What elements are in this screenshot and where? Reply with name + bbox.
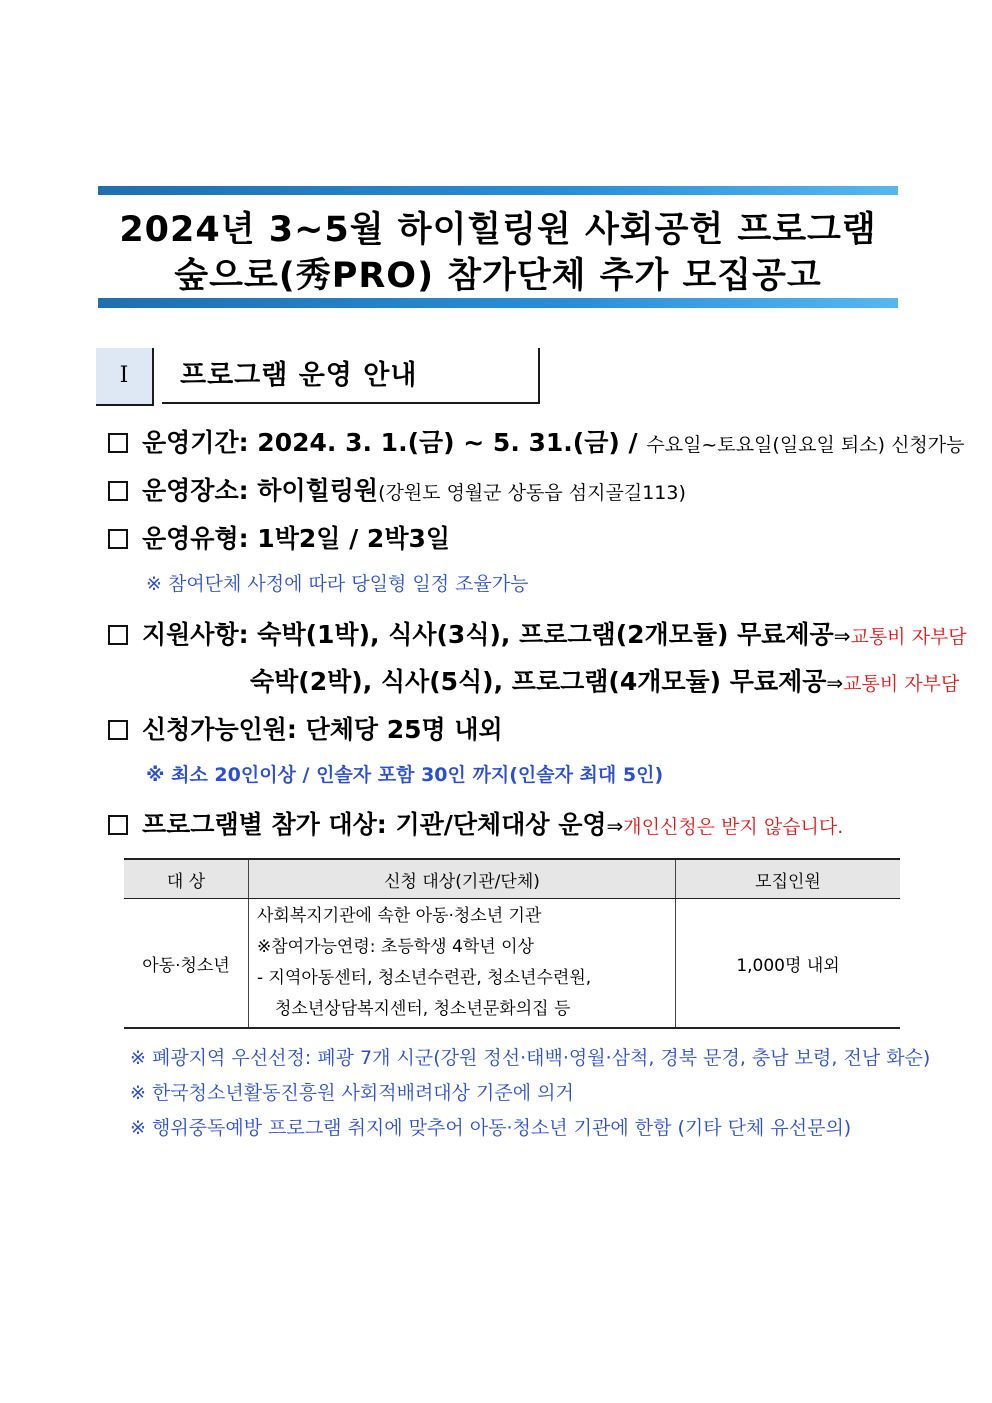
section-title: 프로그램 운영 안내 bbox=[162, 348, 540, 404]
place-label: 운영장소: 하이힐링원 bbox=[142, 476, 379, 505]
section-number: Ⅰ bbox=[96, 348, 154, 406]
table-header: 신청 대상(기관/단체) bbox=[249, 859, 676, 899]
detail-line: 청소년상담복지센터, 청소년문화의집 등 bbox=[275, 999, 571, 1019]
item-support bbox=[108, 615, 967, 651]
support-note-2: 교통비 자부담 bbox=[843, 673, 960, 695]
title-line-2: 숲으로(秀PRO) 참가단체 추가 모집공고 bbox=[174, 256, 822, 296]
table-header: 모집인원 bbox=[676, 859, 901, 899]
target-label: 프로그램별 참가 대상: 기관/단체대상 운영 bbox=[142, 810, 607, 839]
arrow-icon: ⇒ bbox=[833, 624, 851, 648]
item-type bbox=[108, 519, 450, 555]
checkbox-icon bbox=[108, 815, 128, 835]
arrow-icon: ⇒ bbox=[606, 814, 624, 838]
title-top-bar bbox=[98, 186, 898, 195]
title-bottom-bar bbox=[98, 298, 898, 308]
recruit-table bbox=[124, 858, 900, 1029]
table-header-row bbox=[124, 859, 900, 899]
checkbox-icon bbox=[108, 720, 128, 740]
type-note: ※ 참여단체 사정에 따라 당일형 일정 조율가능 bbox=[146, 573, 529, 595]
checkbox-icon bbox=[108, 625, 128, 645]
period-detail: 수요일~토요일(일요일 퇴소) 신청가능 bbox=[646, 434, 965, 456]
item-period bbox=[108, 423, 965, 459]
support-line-2: 숙박(2박), 식사(5식), 프로그램(4개모듈) 무료제공 bbox=[250, 667, 827, 696]
item-support-2 bbox=[250, 662, 959, 698]
footnote: ※ 한국청소년활동진흥원 사회적배려대상 기준에 의거 bbox=[130, 1082, 574, 1104]
support-note-1: 교통비 자부담 bbox=[850, 626, 967, 648]
place-detail: (강원도 영월군 상동읍 섬지골길113) bbox=[378, 482, 686, 504]
footnote: ※ 행위중독예방 프로그램 취지에 맞추어 아동·청소년 기관에 한함 (기타 단체 유선문의) bbox=[130, 1117, 852, 1139]
table-row bbox=[124, 899, 900, 1029]
detail-line: - 지역아동센터, 청소년수련관, 청소년수련원, bbox=[257, 968, 592, 988]
item-target bbox=[108, 805, 843, 841]
checkbox-icon bbox=[108, 529, 128, 549]
arrow-icon: ⇒ bbox=[826, 671, 844, 695]
target-note: 개인신청은 받지 않습니다. bbox=[623, 816, 844, 838]
support-line-1: 지원사항: 숙박(1박), 식사(3식), 프로그램(2개모듈) 무료제공 bbox=[142, 620, 834, 649]
capacity-label: 신청가능인원: 단체당 25명 내외 bbox=[142, 715, 503, 744]
checkbox-icon bbox=[108, 433, 128, 453]
detail-line: 사회복지기관에 속한 아동·청소년 기관 bbox=[257, 906, 542, 926]
cell-detail bbox=[249, 899, 676, 1029]
item-place bbox=[108, 471, 686, 507]
title-line-1: 2024년 3~5월 하이힐링원 사회공헌 프로그램 bbox=[119, 210, 877, 250]
capacity-note: ※ 최소 20인이상 / 인솔자 포함 30인 까지(인솔자 최대 5인) bbox=[146, 764, 664, 786]
checkbox-icon bbox=[108, 481, 128, 501]
table-header: 대 상 bbox=[124, 859, 249, 899]
title-block bbox=[98, 186, 898, 308]
cell-target: 아동·청소년 bbox=[124, 899, 249, 1029]
footnote: ※ 폐광지역 우선선정: 폐광 7개 시군(강원 정선·태백·영월·삼척, 경북 문경, 충남 보령, 전남 화순) bbox=[130, 1047, 931, 1069]
type-label: 운영유형: 1박2일 / 2박3일 bbox=[142, 524, 451, 553]
detail-line: ※참여가능연령: 초등학생 4학년 이상 bbox=[257, 937, 534, 957]
cell-count: 1,000명 내외 bbox=[676, 899, 901, 1029]
item-capacity bbox=[108, 710, 503, 746]
period-label: 운영기간: 2024. 3. 1.(금) ~ 5. 31.(금) / bbox=[142, 428, 647, 457]
